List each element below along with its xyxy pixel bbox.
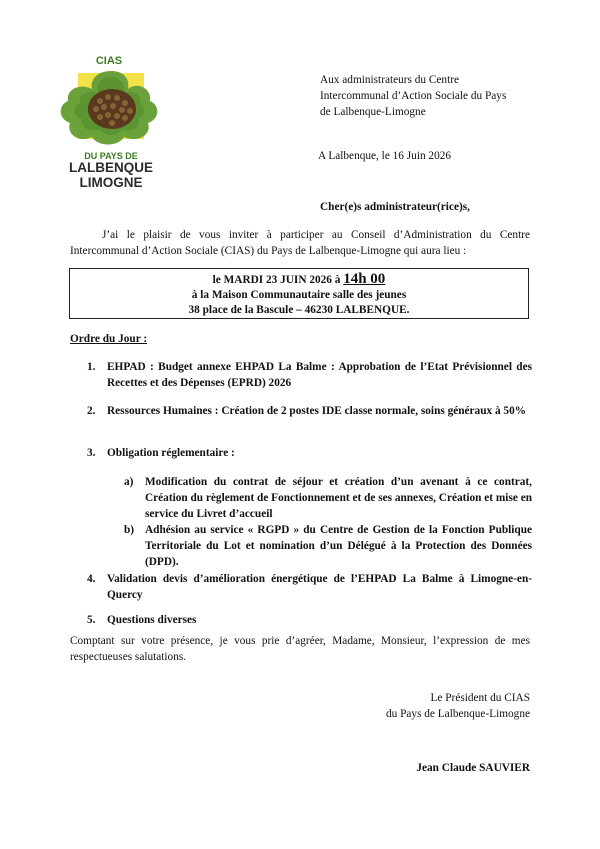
address-line: Intercommunal d’Action Sociale du Pays xyxy=(320,90,507,102)
agenda-item-text: Validation devis d’amélioration énergétique de l’EHPAD La Balme à Limogne-en-Quercy xyxy=(107,573,532,601)
meeting-address: 38 place de la Bascule – 46230 LALBENQUE. xyxy=(188,304,410,316)
closing-paragraph: Comptant sur votre présence, je vous prie d’agréer, Madame, Monsieur, l’expression de mes respectueuses salutations. xyxy=(70,635,530,663)
recipient-address xyxy=(320,72,580,120)
logo-line1: DU PAYS DE xyxy=(84,151,138,161)
agenda-subitem-text: Adhésion au service « RGPD » du Centre de Gestion de la Fonction Publique Territoriale du Lot et nomination d’un Délégué à la Protection des Données (DPD). xyxy=(145,524,532,568)
signatory-name: Jean Claude SAUVIER xyxy=(416,762,530,774)
agenda-title: Ordre du Jour : xyxy=(70,333,148,345)
meeting-box xyxy=(69,268,529,319)
agenda-item xyxy=(87,571,532,603)
agenda-item-text: EHPAD : Budget annexe EHPAD La Balme : Approbation de l’Etat Prévisionnel des Recettes et des Dépenses (EPRD) 2026 xyxy=(107,361,532,389)
agenda-subitem xyxy=(124,522,532,570)
agenda-item-text: Ressources Humaines : Création de 2 postes IDE classe normale, soins généraux à 50% xyxy=(107,405,527,417)
agenda-subitem-text: Modification du contrat de séjour et création d’un avenant à ce contrat, Création du règlement de Fonctionnement et de ses annexes, Création et mise en service du Livret d’accueil xyxy=(145,476,532,520)
agenda-item xyxy=(87,359,532,391)
logo-line3: LIMOGNE xyxy=(79,175,143,190)
agenda-item-number: 3. xyxy=(87,447,96,459)
agenda-item-number: 1. xyxy=(87,361,96,373)
signature-title: Le Président du CIAS xyxy=(430,692,530,704)
signature-block xyxy=(340,690,530,722)
greeting: Cher(e)s administrateur(rice)s, xyxy=(320,201,470,213)
agenda-item-number: 5. xyxy=(87,614,96,626)
date-line: A Lalbenque, le 16 Juin 2026 xyxy=(318,150,452,162)
logo-cias-text: CIAS xyxy=(95,55,123,67)
intro-paragraph: J’ai le plaisir de vous inviter à participer au Conseil d’Administration du Centre Intercommunal d’Action Sociale (CIAS) du Pays de Lalbenque-Limogne qui aura lieu : xyxy=(70,229,530,257)
agenda-item-text: Obligation réglementaire : xyxy=(107,447,235,459)
agenda-item-number: 2. xyxy=(87,405,96,417)
signature-org: du Pays de Lalbenque-Limogne xyxy=(386,708,530,720)
meeting-time: 14h 00 xyxy=(343,271,386,287)
agenda-subitem-letter: a) xyxy=(124,476,134,488)
agenda-subitem xyxy=(124,474,532,522)
meeting-place: à la Maison Communautaire salle des jeunes xyxy=(191,289,407,301)
logo-line2: LALBENQUE xyxy=(69,160,153,175)
meeting-date-prefix: le MARDI 23 JUIN 2026 à xyxy=(212,274,344,286)
address-line: Aux administrateurs du Centre xyxy=(320,74,459,86)
agenda-item xyxy=(87,445,532,461)
agenda-item-text: Questions diverses xyxy=(107,614,197,626)
meeting-date xyxy=(70,272,528,288)
agenda-item xyxy=(87,612,532,628)
cias-logo xyxy=(56,55,166,190)
address-line: de Lalbenque-Limogne xyxy=(320,106,426,118)
oak-leaf-truffle-icon xyxy=(56,67,166,147)
agenda-subitem-letter: b) xyxy=(124,524,135,536)
agenda-item xyxy=(87,403,532,419)
agenda-item-number: 4. xyxy=(87,573,96,585)
